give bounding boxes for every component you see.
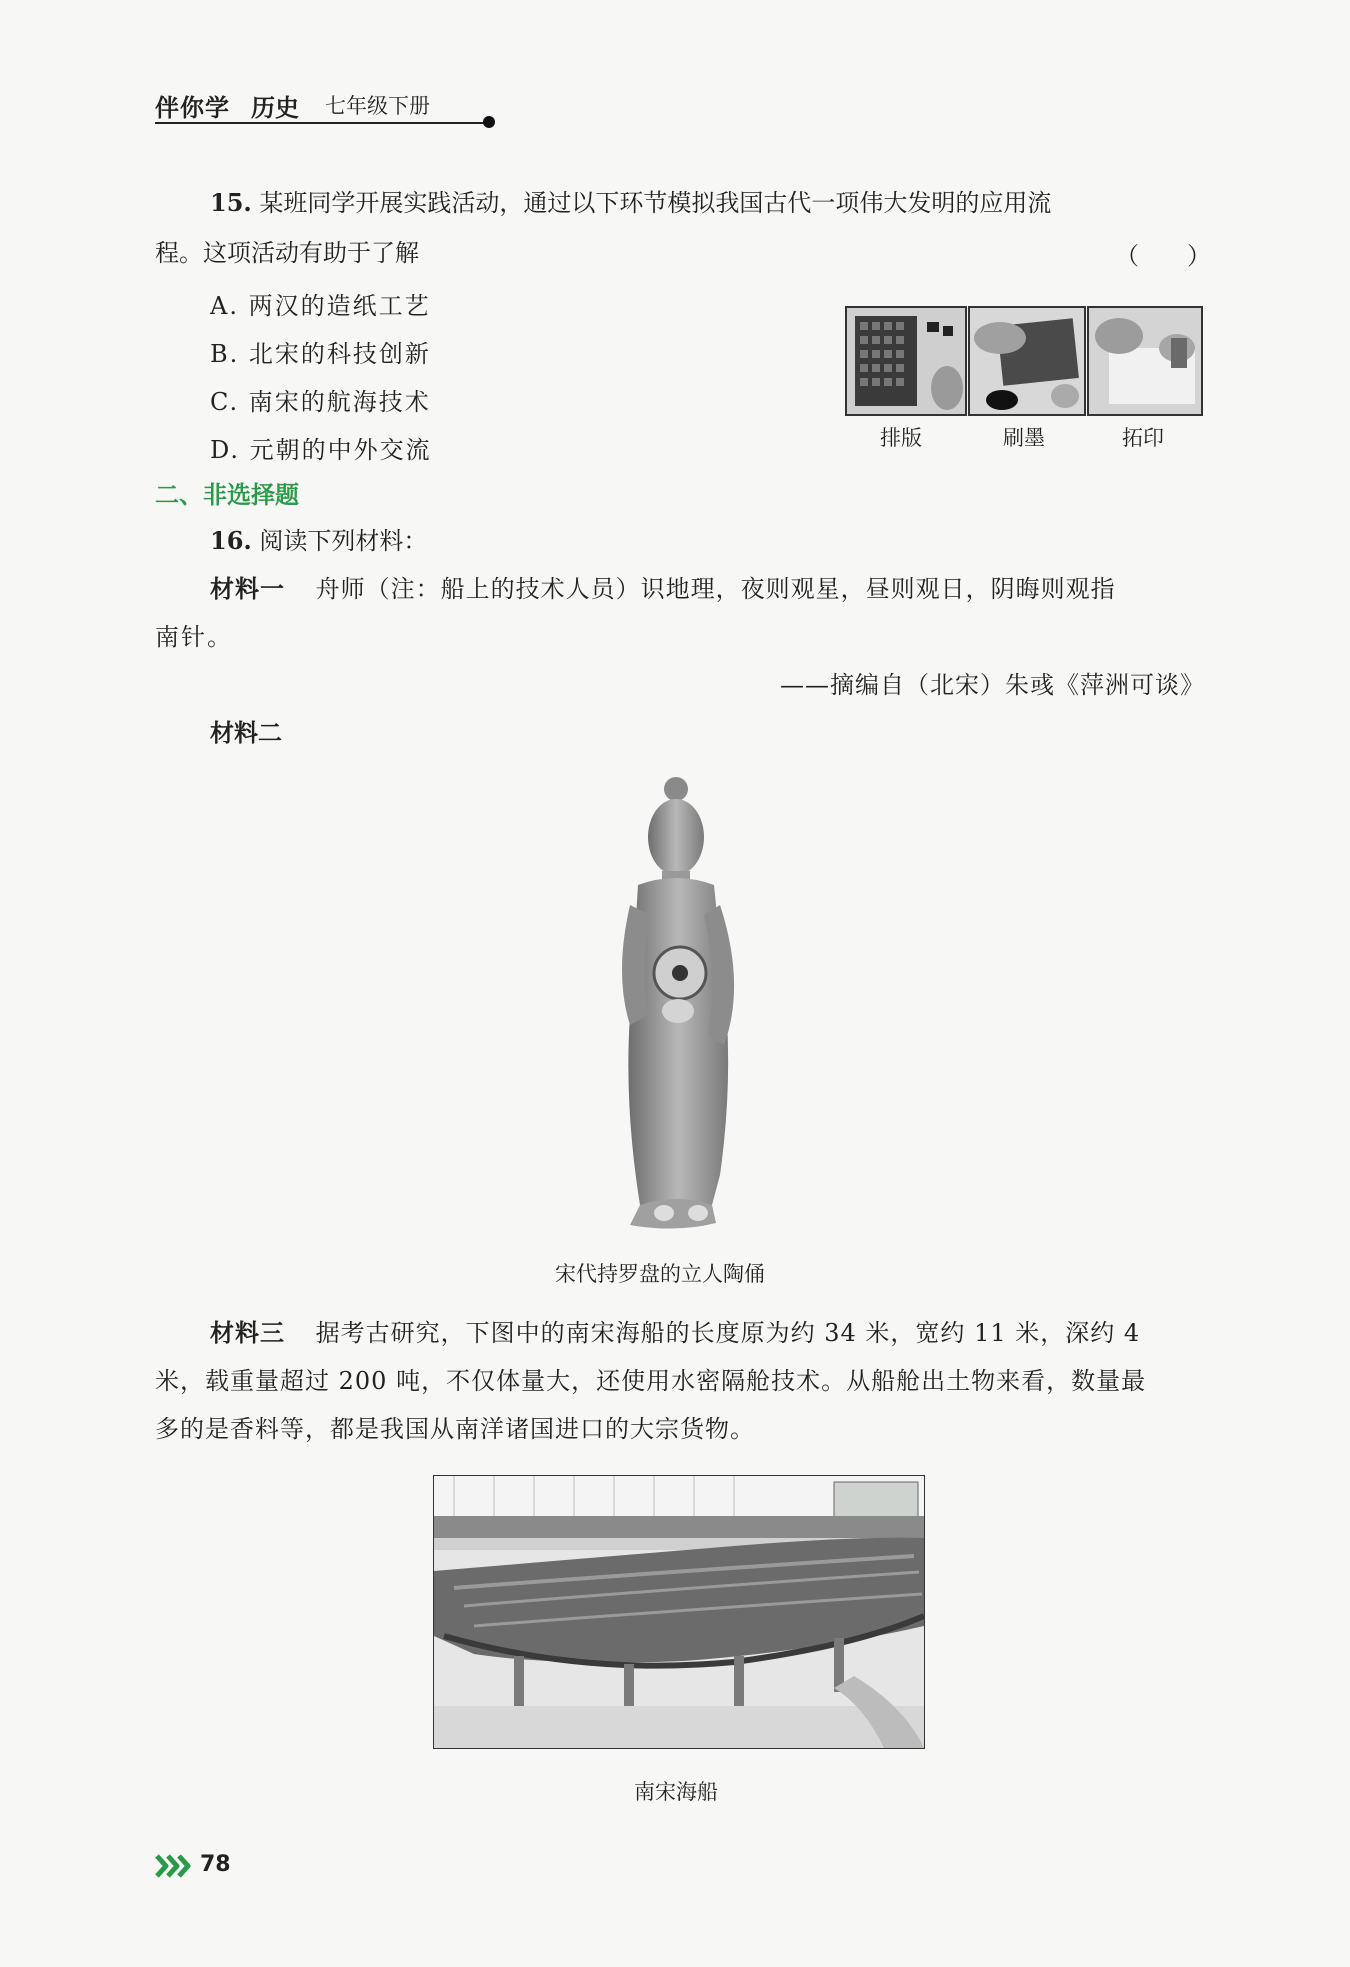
photo-typesetting xyxy=(845,306,967,416)
page-header xyxy=(155,88,490,128)
q15-number: 15. xyxy=(210,188,252,217)
header-dot-icon xyxy=(483,116,495,128)
q15-stem-line2: 程。这项活动有助于了解 xyxy=(155,239,419,267)
page-number: 78 xyxy=(200,1852,231,1877)
q15-answer-blank: （ ） xyxy=(1115,242,1211,270)
ship-caption: 南宋海船 xyxy=(634,1780,718,1804)
q15-option-d: D. 元朝的中外交流 xyxy=(210,436,432,464)
q15-option-a: A. 两汉的造纸工艺 xyxy=(210,292,431,320)
material3-text1: 据考古研究，下图中的南宋海船的长度原为约 34 米，宽约 11 米，深约 4 xyxy=(315,1319,1141,1347)
material3-label: 材料三 xyxy=(210,1319,285,1347)
brand-title: 伴你学 xyxy=(155,94,230,122)
q16-intro-line xyxy=(210,524,427,558)
material3-line3: 多的是香料等，都是我国从南洋诸国进口的大宗货物。 xyxy=(155,1415,755,1443)
figurine-image xyxy=(600,775,760,1235)
caption-typesetting: 排版 xyxy=(880,426,922,450)
material3-line2: 米，载重量超过 200 吨，不仅体量大，还使用水密隔舱技术。从船舱出土物来看，数量最 xyxy=(155,1367,1147,1395)
grade-title: 七年级下册 xyxy=(325,94,430,118)
ship-photo xyxy=(433,1475,925,1749)
q15-option-c: C. 南宋的航海技术 xyxy=(210,388,431,416)
material1-line1 xyxy=(210,572,1116,606)
caption-rubbing: 拓印 xyxy=(1122,426,1164,450)
material1-line2: 南针。 xyxy=(155,623,233,651)
photo-inking xyxy=(968,306,1086,416)
q15-option-b: B. 北宋的科技创新 xyxy=(210,340,431,368)
photo-rubbing xyxy=(1087,306,1203,416)
subject-title: 历史 xyxy=(251,94,299,122)
q15-line1 xyxy=(210,186,1051,220)
material3-line1 xyxy=(210,1316,1140,1350)
q16-number: 16. xyxy=(210,526,252,555)
material1-text1: 舟师（注：船上的技术人员）识地理，夜则观星，昼则观日，阴晦则观指 xyxy=(315,575,1116,603)
q15-stem-line1: 某班同学开展实践活动，通过以下环节模拟我国古代一项伟大发明的应用流 xyxy=(259,189,1052,217)
caption-inking: 刷墨 xyxy=(1003,426,1045,450)
q16-intro: 阅读下列材料： xyxy=(259,527,428,555)
section-title-nonchoice: 二、非选择题 xyxy=(155,481,299,509)
material2-label: 材料二 xyxy=(210,719,282,747)
chevron-right-icon xyxy=(155,1853,193,1879)
header-rule xyxy=(155,122,485,124)
figurine-caption: 宋代持罗盘的立人陶俑 xyxy=(555,1262,765,1286)
material1-source: ——摘编自（北宋）朱彧《萍洲可谈》 xyxy=(780,671,1205,699)
material1-label: 材料一 xyxy=(210,575,285,603)
